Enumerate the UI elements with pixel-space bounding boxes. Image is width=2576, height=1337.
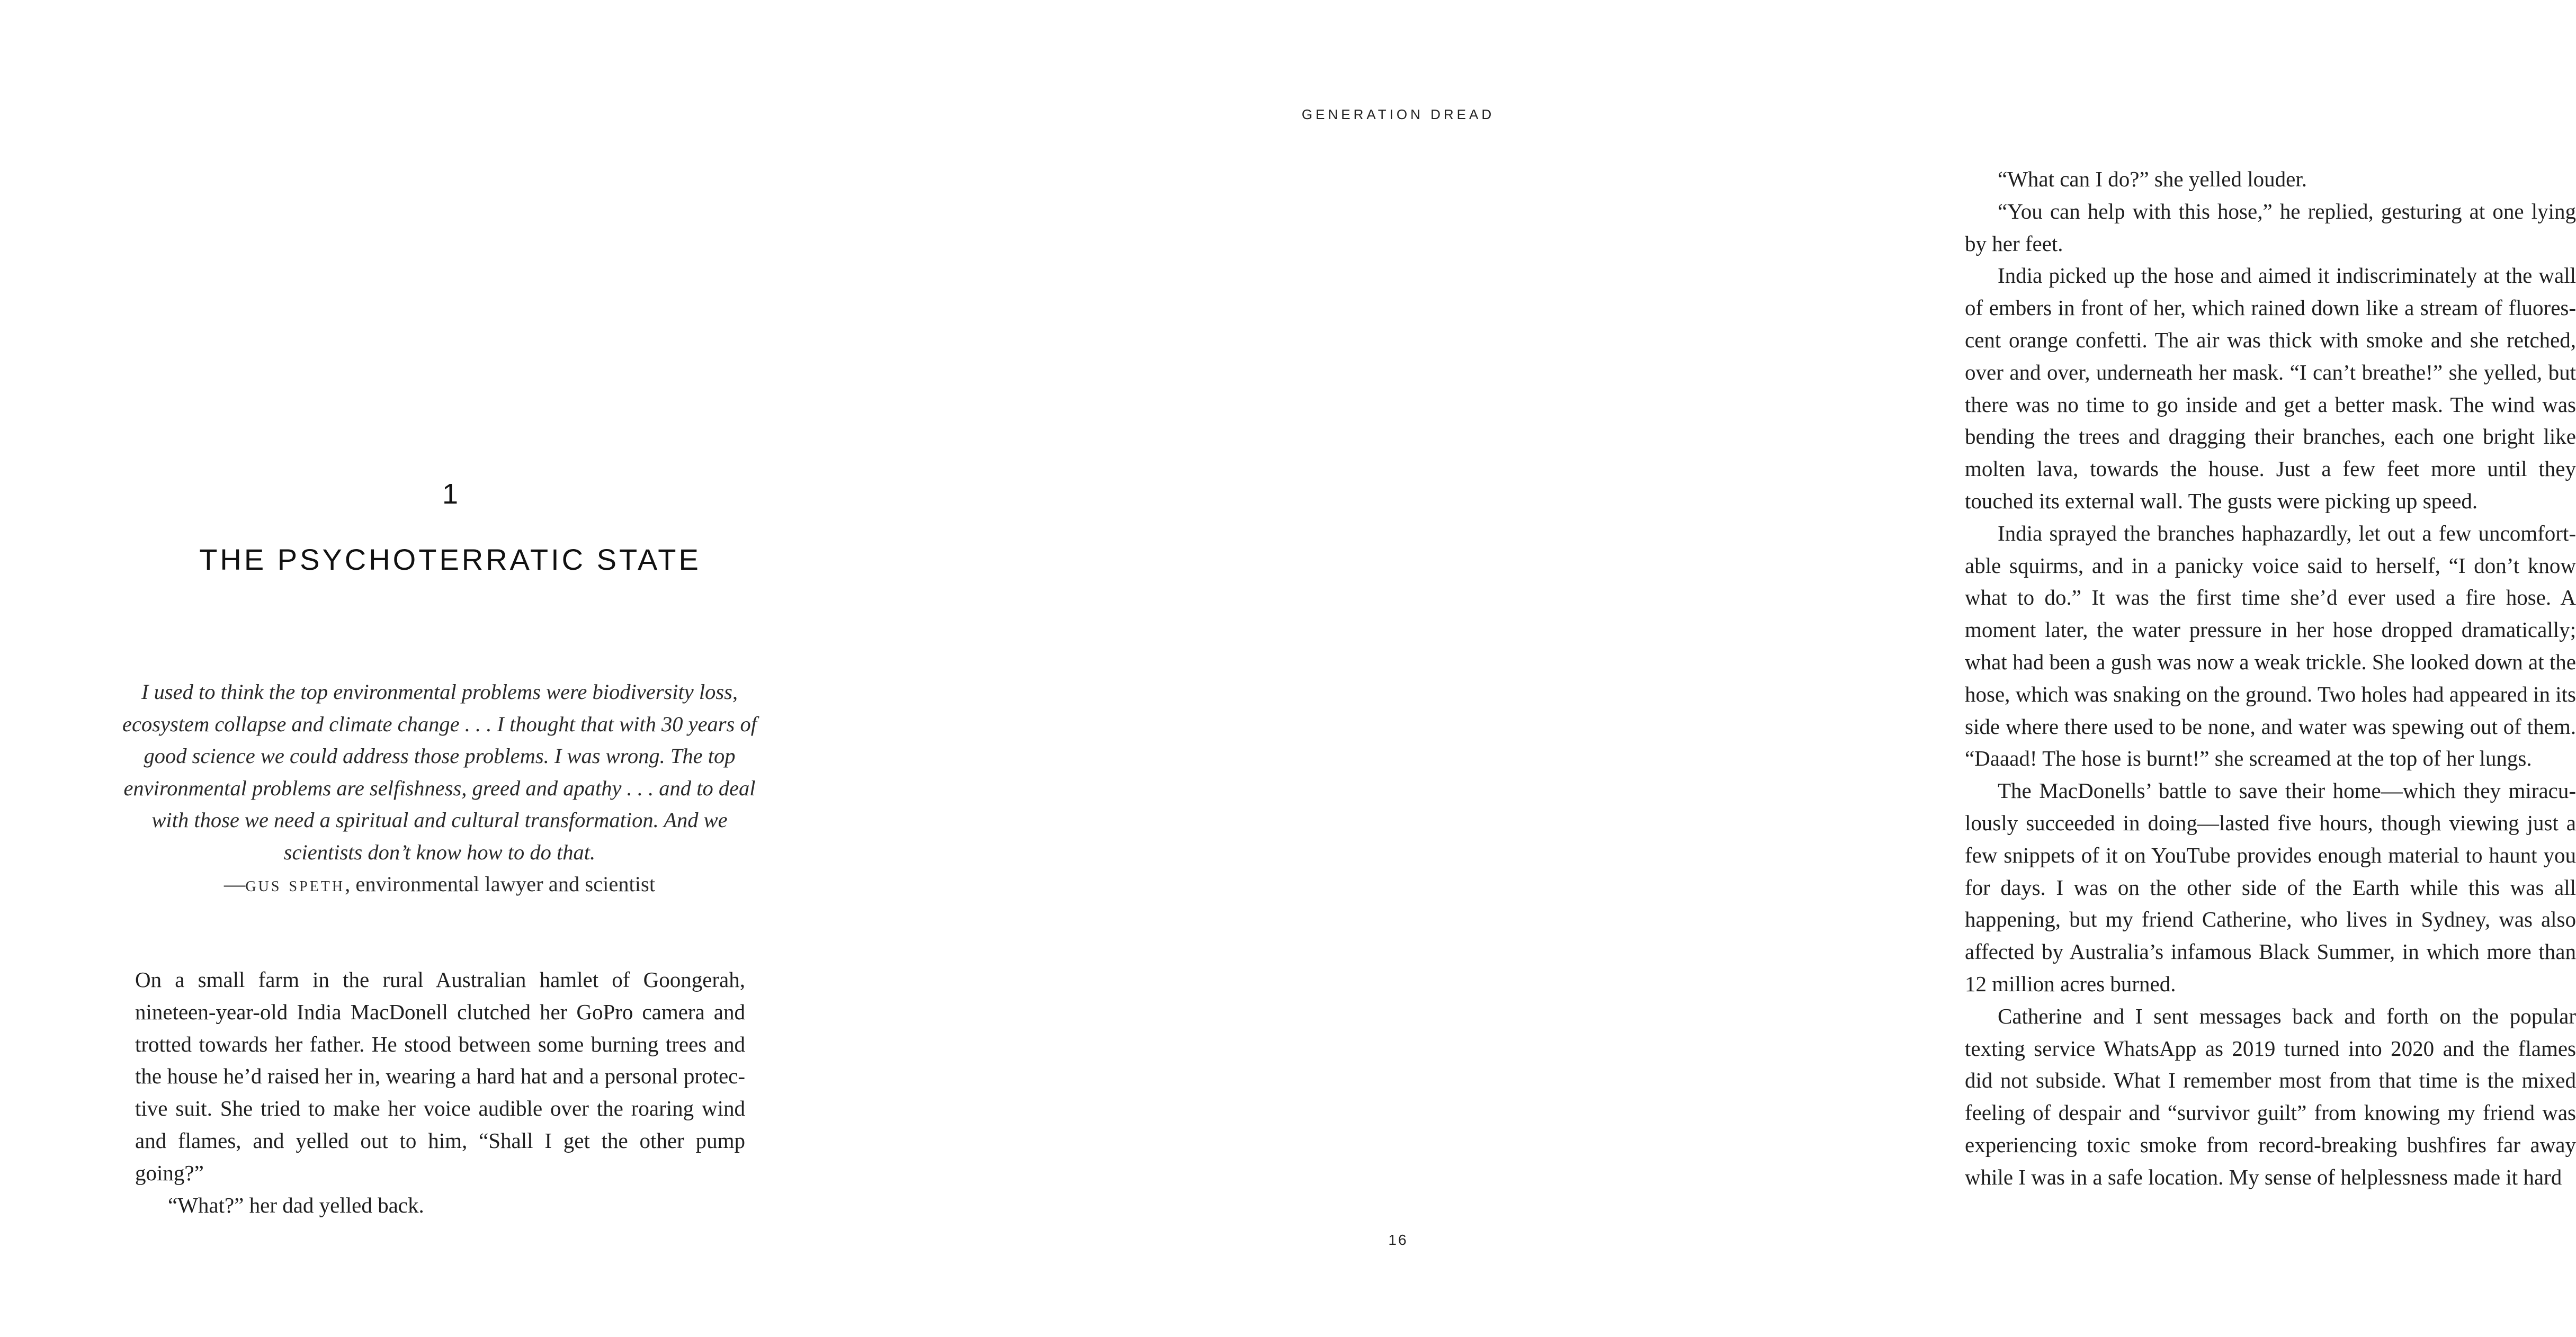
epigraph-attribution [121,868,758,900]
chapter-number: 1 [442,478,459,510]
running-head: GENERATION DREAD [1301,106,1495,122]
attribution-dash: — [223,872,246,896]
body-paragraph: India sprayed the branches haphazardly, let out a few uncomfortable squirms, and in a panicky voice said to herself, “I don’t know what to do.” It was the first time she’d ever used a fire hose. A moment later, the water pressure in her hose dropped dramatically; what had been a gush was now a weak trickle. She looked down at the hose, which was snaking on the ground. Two holes had appeared in its side where there used to be none, and water was spewing out of them. “Daaad! The hose is burnt!” she screamed at the top of her lungs. [1965,521,2576,771]
attribution-description: , environmental lawyer and scientist [345,872,656,896]
chapter-title: THE PSYCHOTERRATIC STATE [199,543,701,576]
body-paragraph: “What?” her dad yelled back. [168,1192,424,1217]
right-page [900,0,2576,1337]
left-page [0,0,900,1337]
body-paragraph: Catherine and I sent messages back and forth on the popular texting service WhatsApp as 2019 turned into 2020 and the flames did not subside. What I remember most from that time is the mixed feeling of despair and “survivor guilt” from knowing my friend was experiencing toxic smoke from record-breaking bushfires far away while I was in a safe location. My sense of helplessness made it hard [1965,1003,2576,1189]
left-body-text [135,964,745,1221]
body-paragraph: India picked up the hose and aimed it indiscriminately at the wall of embers in front of her, which rained down like a stream of fluorescent orange confetti. The air was thick with smoke and she retched, over and over, underneath her mask. “I can’t breathe!” she yelled, but there was no time to go inside and get a better mask. The wind was bending the trees and dragging their branches, each one bright like molten lava, towards the house. Just a few feet more until they touched its external wall. The gusts were picking up speed. [1965,263,2576,513]
attribution-name: gus speth [245,872,345,896]
right-body-text [1965,163,2576,1194]
body-paragraph: The MacDonells’ battle to save their home—which they miraculously succeeded in doing—lasted five hours, though viewing just a few snippets of it on YouTube provides enough material to haunt you for days. I was on the other side of the Earth while this was all happening, but my friend Catherine, who lives in Sydney, was also affected by Australia’s infamous Black Summer, in which more than 12 million acres burned. [1965,778,2576,996]
body-paragraph: “You can help with this hose,” he replied, gesturing at one lying by her feet. [1965,199,2576,256]
body-paragraph: “What can I do?” she yelled louder. [1998,167,2307,191]
page-number: 16 [1388,1232,1408,1248]
body-paragraph: On a small farm in the rural Australian hamlet of Goongerah, nineteen-year-old India MacDonell clutched her GoPro camera and trotted towards her father. He stood between some burning trees and the house he’d raised her in, wearing a hard hat and a personal protective suit. She tried to make her voice audible over the roaring wind and flames, and yelled out to him, “Shall I get the other pump going?” [135,967,745,1185]
epigraph-quote: I used to think the top environmental problems were biodiversity loss, ecosystem collapse and climate change . . . I thought that with 30 years of good science we could address those problems. I was wrong. The top environmental problems are selfishness, greed and apathy . . . and to deal with those we need a spiritual and cultural transformation. And we scientists don’t know how to do that. [122,680,757,864]
